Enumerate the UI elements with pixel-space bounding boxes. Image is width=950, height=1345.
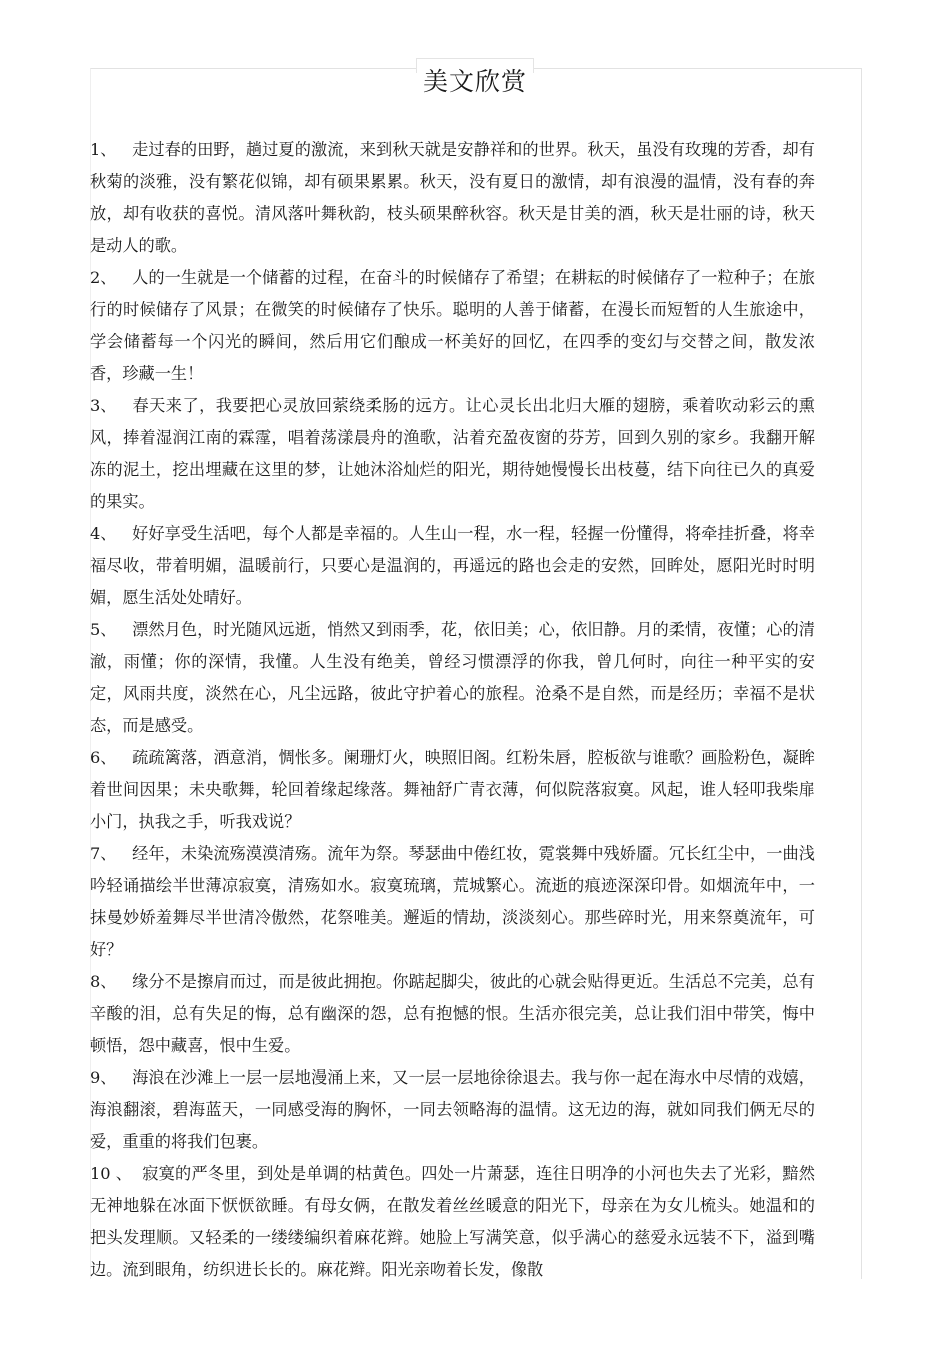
paragraph-7 [90,838,815,966]
paragraph-number: 7、 [90,844,117,863]
paragraph-number: 9、 [90,1068,117,1087]
paragraph-text: 走过春的田野，趟过夏的激流，来到秋天就是安静祥和的世界。秋天，虽没有玫瑰的芳香，却有秋菊的淡雅，没有繁花似锦，却有硕果累累。秋天，没有夏日的激情，却有浪漫的温情，没有春的奔放，却有收获的喜悦。清风落叶舞秋韵，枝头硕果醉秋容。秋天是甘美的酒，秋天是壮丽的诗，秋天是动人的歌。 [90,140,815,255]
document-title: 美文欣赏 [422,67,527,96]
paragraph-number: 1、 [90,140,117,159]
paragraph-9 [90,1062,815,1158]
paragraph-number: 8、 [90,972,117,991]
paragraph-number: 6、 [90,748,117,767]
paragraph-4 [90,518,815,614]
paragraph-text: 寂寞的严冬里，到处是单调的枯黄色。四处一片萧瑟，连往日明净的小河也失去了光彩，黯然无神地躲在冰面下恹恹欲睡。有母女俩，在散发着丝丝暖意的阳光下，母亲在为女儿梳头。她温和的把头发理顺。又轻柔的一缕缕编织着麻花辫。她脸上写满笑意，似乎满心的慈爱永远装不下，溢到嘴边。流到眼角，纺织进长长的。麻花辫。阳光亲吻着长发，像散 [90,1164,815,1279]
paragraph-number: 5、 [90,620,117,639]
paragraph-text: 漂然月色，时光随风远逝，悄然又到雨季，花，依旧美；心，依旧静。月的柔情，夜懂；心的清澈，雨懂；你的深情，我懂。人生没有绝美，曾经习惯漂浮的你我，曾几何时，向往一种平实的安定，风雨共度，淡然在心，凡尘远路，彼此守护着心的旅程。沧桑不是自然，而是经历；幸福不是状态，而是感受。 [90,620,815,735]
paragraph-text: 春天来了，我要把心灵放回萦绕柔肠的远方。让心灵长出北归大雁的翅膀，乘着吹动彩云的熏风，捧着湿润江南的霖霪，唱着荡漾晨舟的渔歌，沾着充盈夜窗的芬芳，回到久别的家乡。我翻开解冻的泥土，挖出埋藏在这里的梦，让她沐浴灿烂的阳光，期待她慢慢长出枝蔓，结下向往已久的真爱的果实。 [90,396,815,511]
paragraph-10 [90,1158,815,1286]
document-body [90,134,815,1286]
paragraph-number: 4、 [90,524,117,543]
paragraph-text: 经年，未染流殇漠漠清殇。流年为祭。琴瑟曲中倦红妆，霓裳舞中残娇靥。冗长红尘中，一曲浅吟轻诵描绘半世薄凉寂寞，清殇如水。寂寞琉璃，荒城繁心。流逝的痕迹深深印骨。如烟流年中，一抹曼妙娇羞舞尽半世清冷傲然，花祭唯美。邂逅的情劫，淡淡刻心。那些碎时光，用来祭奠流年，可好？ [90,844,815,959]
paragraph-2 [90,262,815,390]
paragraph-6 [90,742,815,838]
paragraph-5 [90,614,815,742]
paragraph-number: 10 、 [90,1164,132,1183]
paragraph-text: 海浪在沙滩上一层一层地漫涌上来，又一层一层地徐徐退去。我与你一起在海水中尽情的戏嬉，海浪翻滚，碧海蓝天，一同感受海的胸怀，一同去领略海的温情。这无边的海，就如同我们俩无尽的爱，重重的将我们包裹。 [90,1068,815,1151]
paragraph-1 [90,134,815,262]
paragraph-text: 疏疏篱落，酒意消，惆怅多。阑珊灯火，映照旧阁。红粉朱唇，腔板欲与谁歌？画脸粉色，凝眸着世间因果；未央歌舞，轮回着缘起缘落。舞袖舒广青衣薄，何似院落寂寞。风起，谁人轻叩我柴扉小门，执我之手，听我戏说？ [90,748,815,831]
paragraph-3 [90,390,815,518]
paragraph-number: 3、 [90,396,117,415]
paragraph-text: 好好享受生活吧，每个人都是幸福的。人生山一程，水一程，轻握一份懂得，将牵挂折叠，将幸福尽收，带着明媚，温暖前行，只要心是温润的，再遥远的路也会走的安然，回眸处，愿阳光时时明媚，愿生活处处晴好。 [90,524,815,607]
paragraph-text: 缘分不是擦肩而过，而是彼此拥抱。你踮起脚尖，彼此的心就会贴得更近。生活总不完美，总有辛酸的泪，总有失足的悔，总有幽深的怨，总有抱憾的恨。生活亦很完美，总让我们泪中带笑，悔中顿悟，怨中藏喜，恨中生爱。 [90,972,815,1055]
paragraph-8 [90,966,815,1062]
paragraph-text: 人的一生就是一个储蓄的过程，在奋斗的时候储存了希望；在耕耘的时候储存了一粒种子；在旅行的时候储存了风景；在微笑的时候储存了快乐。聪明的人善于储蓄，在漫长而短暂的人生旅途中，学会储蓄每一个闪光的瞬间，然后用它们酿成一杯美好的回忆，在四季的变幻与交替之间，散发浓香，珍藏一生！ [90,268,815,383]
paragraph-number: 2、 [90,268,117,287]
